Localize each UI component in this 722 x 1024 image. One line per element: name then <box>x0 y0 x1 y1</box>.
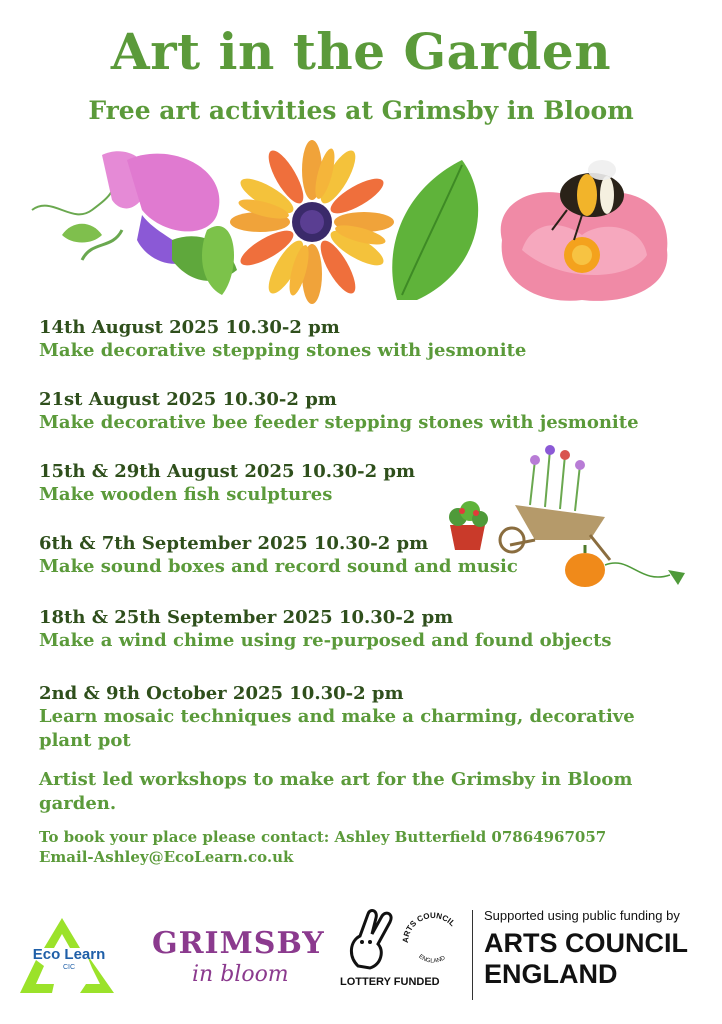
eco-learn-cic: CIC <box>62 964 76 971</box>
event-date: 21st August 2025 10.30-2 pm <box>39 389 337 410</box>
sweet-pea-icon <box>32 151 237 295</box>
event-date: 2nd & 9th October 2025 10.30-2 pm <box>39 683 404 704</box>
ace-ring-bottom: ENGLAND <box>417 953 447 965</box>
event-date: 15th & 29th August 2025 10.30-2 pm <box>39 461 416 482</box>
poster-title: Art in the Garden <box>110 22 612 81</box>
contact-email: Email-Ashley@EcoLearn.co.uk <box>39 848 294 866</box>
workshop-note: Artist led workshops to make art for the Grimsby in Bloom garden. <box>39 769 633 814</box>
event-item <box>39 606 699 653</box>
grimsby-logo-text: GRIMSBY <box>152 926 325 961</box>
event-date: 6th & 7th September 2025 10.30-2 pm <box>39 533 429 554</box>
pumpkin-icon <box>565 545 685 587</box>
lottery-funded-text: LOTTERY FUNDED <box>340 976 440 988</box>
eco-learn-logo-text: Eco Learn <box>32 946 106 963</box>
event-activity: Make a wind chime using re-purposed and found objects <box>39 630 612 651</box>
event-activity: Make sound boxes and record sound and music <box>39 556 518 577</box>
crossed-fingers-icon <box>338 906 402 976</box>
ace-ring-top: ARTS COUNCIL <box>400 911 457 944</box>
wheelbarrow-illustration <box>440 445 700 605</box>
wheelbarrow-icon <box>500 445 610 560</box>
svg-text:ARTS COUNCIL <box>401 911 457 943</box>
event-date: 14th August 2025 10.30-2 pm <box>39 317 340 338</box>
grimsby-in-bloom-logo <box>148 914 328 1004</box>
event-activity: Learn mosaic techniques and make a charming, decorative plant pot <box>39 706 635 751</box>
leaf-icon <box>392 160 478 300</box>
in-bloom-logo-text: in bloom <box>192 962 289 987</box>
booking-contact: To book your place please contact: Ashley Butterfield 07864967057 <box>39 828 607 846</box>
ace-support-text: Supported using public funding by <box>484 908 680 923</box>
logo-divider <box>472 910 473 1000</box>
event-activity: Make wooden fish sculptures <box>39 484 333 505</box>
event-activity: Make decorative stepping stones with jesmonite <box>39 340 527 361</box>
event-item <box>39 682 679 753</box>
contact-info <box>39 827 699 867</box>
flower-pot-icon <box>449 501 488 550</box>
event-item <box>39 388 699 435</box>
arts-council-ring-logo <box>398 908 468 978</box>
event-date: 18th & 25th September 2025 10.30-2 pm <box>39 607 454 628</box>
event-activity: Make decorative bee feeder stepping stones with jesmonite <box>39 412 639 433</box>
flower-illustration <box>22 140 702 305</box>
sponsor-logos <box>0 900 722 1010</box>
svg-text:ENGLAND <box>417 954 447 965</box>
arts-council-england-logo <box>484 928 688 990</box>
event-item <box>39 316 699 363</box>
poster-subtitle: Free art activities at Grimsby in Bloom <box>88 96 634 125</box>
daisy-icon <box>200 140 424 305</box>
ace-name-line-2: ENGLAND <box>484 959 618 989</box>
ace-name-line-1: ARTS COUNCIL <box>484 928 688 958</box>
